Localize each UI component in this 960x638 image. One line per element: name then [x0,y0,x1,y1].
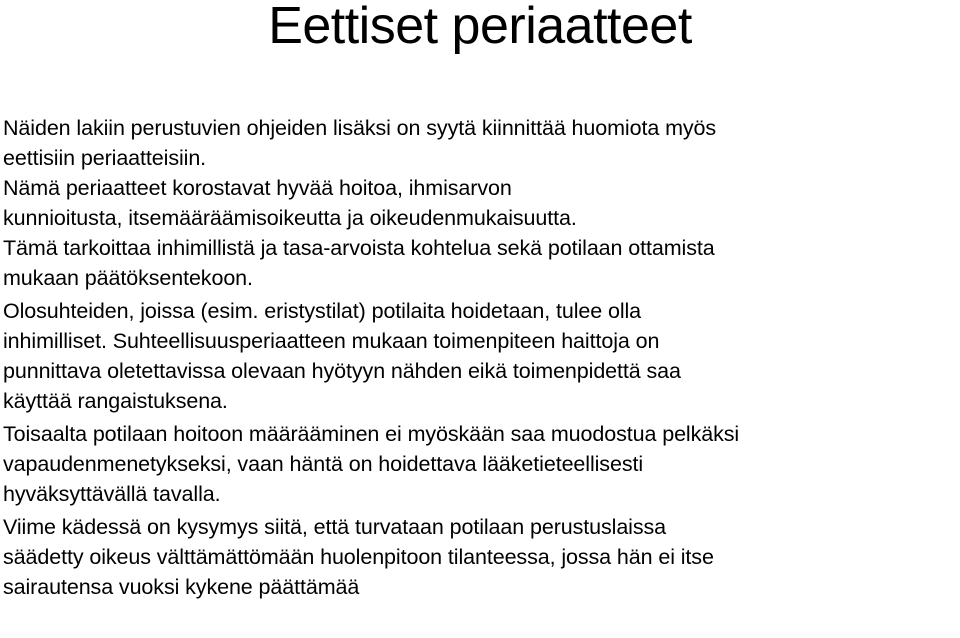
body-line: Näiden lakiin perustuvien ohjeiden lisäksi on syytä kiinnittää huomiota myös [3,116,717,140]
body-line: mukaan päätöksentekoon. [3,266,253,290]
paragraph-conditions [3,296,957,416]
body-line: Toisaalta potilaan hoitoon määrääminen ei myöskään saa muodostua pelkäksi [3,422,740,446]
paragraph-constitution [3,512,957,602]
paragraph-treatment [3,419,957,509]
body-line: Nämä periaatteet korostavat hyvää hoitoa, ihmisarvon [3,176,512,200]
body-line: punnittava oletettavissa olevaan hyötyyn nähden eikä toimenpidettä saa [3,359,681,383]
body-line: hyväksyttävällä tavalla. [3,482,221,506]
body-line: kunnioitusta, itsemääräämisoikeutta ja oikeudenmukaisuutta. [3,206,577,230]
body-line: käyttää rangaistuksena. [3,389,228,413]
body-line: Olosuhteiden, joissa (esim. eristystilat) potilaita hoidetaan, tulee olla [3,299,642,323]
body-line: vapaudenmenetykseksi, vaan häntä on hoidettava lääketieteellisesti [3,452,644,476]
body-line: Viime kädessä on kysymys siitä, että turvataan potilaan perustuslaissa [3,515,667,539]
body-line: säädetty oikeus välttämättömään huolenpitoon tilanteessa, jossa hän ei itse [3,545,714,569]
slide-body [3,113,957,602]
body-line: inhimilliset. Suhteellisuusperiaatteen mukaan toimenpiteen haittoja on [3,329,660,353]
paragraph-intro [3,113,957,293]
body-line: eettisiin periaatteisiin. [3,146,207,170]
body-line: Tämä tarkoittaa inhimillistä ja tasa-arvoista kohtelua sekä potilaan ottamista [3,236,715,260]
slide-title: Eettiset periaatteet [268,0,692,55]
body-line: sairautensa vuoksi kykene päättämää [3,575,360,599]
